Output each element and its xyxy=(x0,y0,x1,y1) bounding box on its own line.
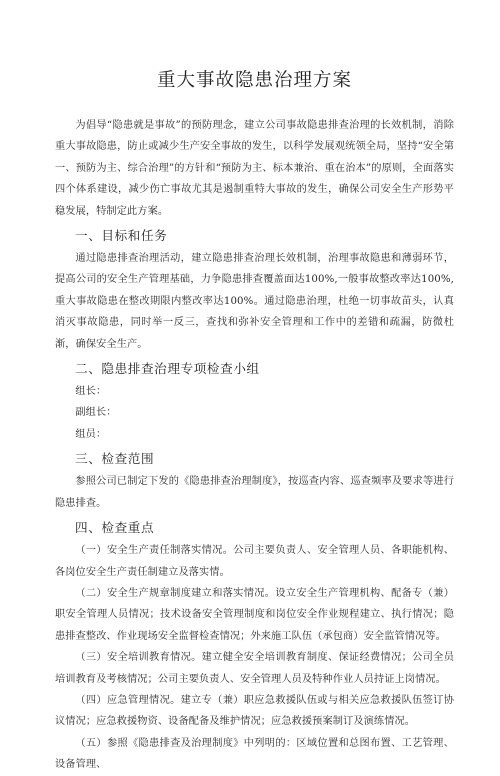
section-2-heading: 二、隐患排查治理专项检查小组 xyxy=(75,361,260,377)
section-3-body: 参照公司已制定下发的《隐患排查治理制度》，按巡查内容、巡查频率及要求等进行隐患排查。 xyxy=(55,476,454,509)
document-title: 重大事故隐患治理方案 xyxy=(156,70,352,91)
team-leader-line: 组长： xyxy=(75,386,107,398)
section-4-heading: 四、检查重点 xyxy=(75,520,155,536)
intro-paragraph: 为倡导“隐患就是事故”的预防理念，建立公司事故隐患排查治理的长效机制，消除重大事故隐患，防止或减少生产安全事故的发生，以科学发展观统领全局，坚持“安全第一、预防为主、综合治理”的方针和“预防为主、标本兼治、重在治本”的原则，全面落实四个体系建设，减少伤亡事故尤其是遏制重特大事故的发生，确保公司安全生产形势平稳发展，特制定此方案。 xyxy=(55,120,454,217)
section-1-heading: 一、目标和任务 xyxy=(75,228,168,244)
team-member-line: 组员： xyxy=(75,428,107,440)
check-item: （三）安全培训教育情况。建立健全安全培训教育制度、保证经费情况；公司全员培训教育及考核情况；公司主要负责人、安全管理人员及特种作业人员持证上岗情况。 xyxy=(55,652,454,685)
check-item: （二）安全生产规章制度建立和落实情况。设立安全生产管理机构、配备专（兼）职安全管理人员情况；技术设备安全管理制度和岗位安全作业规程建立、执行情况；隐患排查整改、作业现场安全监督检查情况；外来施工队伍（承包商）安全监管情况等。 xyxy=(55,587,454,642)
section-1-body: 通过隐患排查治理活动，建立隐患排查治理长效机制，治理事故隐患和薄弱环节，提高公司的安全生产管理基础，力争隐患排查覆盖面达100%,一般事故整改率达100%,重大事故隐患在整改期限内整改率达100%。通过隐患治理，杜绝一切事故苗头，认真消灭事故隐患，同时举一反三，查找和弥补安全管理和工作中的差错和疏漏，防微杜渐，确保安全生产。 xyxy=(55,253,454,350)
check-item: （五）参照《隐患排查及治理制度》中列明的：区域位置和总图布置、工艺管理、设备管理、 xyxy=(55,737,454,771)
check-item: （一）安全生产责任制落实情况。公司主要负责人、安全管理人员、各职能机构、各岗位安全生产责任制建立及落实情。 xyxy=(55,545,454,578)
team-deputy-line: 副组长： xyxy=(75,407,117,419)
check-item: （四）应急管理情况。建立专（兼）职应急救援队伍或与相关应急救援队伍签订协议情况；应急救援物资、设备配备及维护情况；应急救援预案制订及演练情况。 xyxy=(55,694,454,728)
section-3-heading: 三、检查范围 xyxy=(75,451,155,467)
